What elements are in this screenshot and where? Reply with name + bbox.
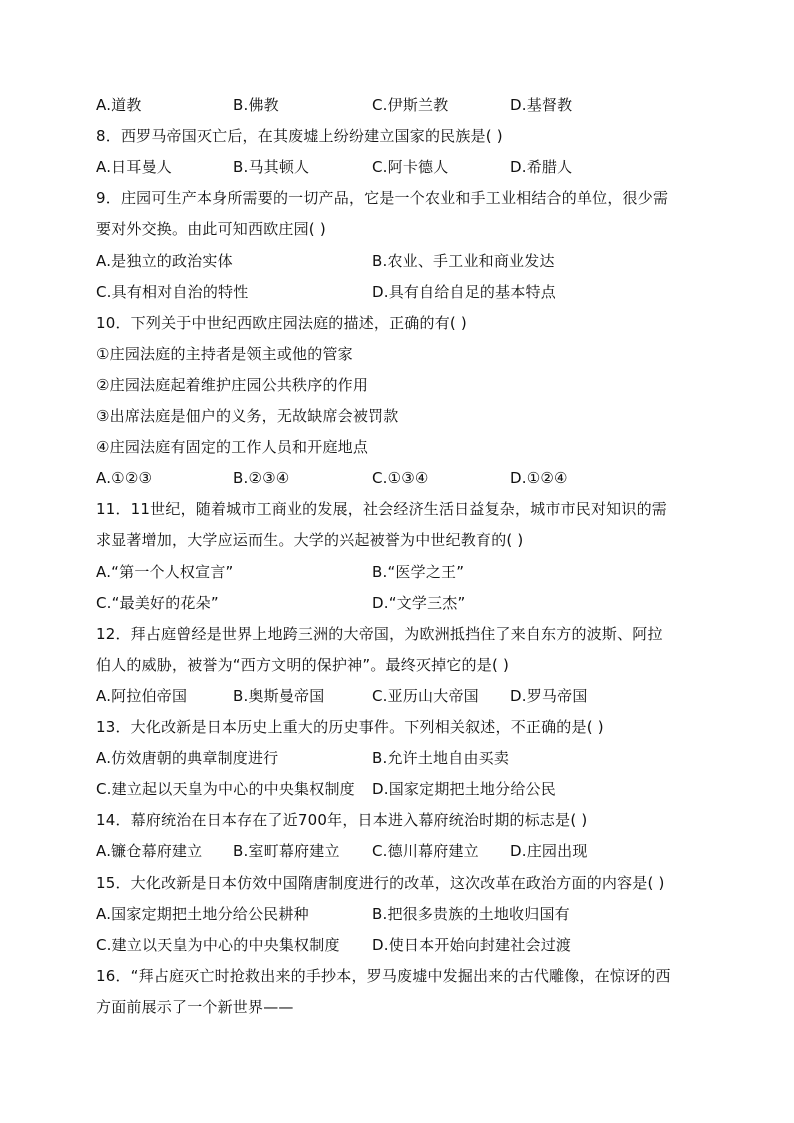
option-item: D.具有自给自足的基本特点 [372,282,556,301]
option-item: C.亚历山大帝国 [372,686,479,705]
option-item: A.①②③ [96,469,153,488]
option-item: B.允许土地自由买卖 [372,749,510,768]
option-item: A.阿拉伯帝国 [96,686,188,705]
option-item: A.是独立的政治实体 [96,251,233,270]
text-line: 方面前展示了一个新世界—— [96,997,294,1016]
option-item: D.①②④ [510,469,568,488]
option-item: B.佛教 [233,96,279,114]
text-line: 12．拜占庭曾经是世界上地跨三洲的大帝国，为欧洲抵挡住了来自东方的波斯、阿拉 [96,624,663,643]
option-item: A.仿效唐朝的典章制度进行 [96,749,279,768]
option-item: B.把很多贵族的土地收归国有 [372,904,570,923]
option-item: C.建立起以天皇为中心的中央集权制度 [96,780,355,799]
text-line: 15．大化改新是日本仿效中国隋唐制度进行的改革，这次改革在政治方面的内容是( ) [96,873,665,892]
text-line: 13．大化改新是日本历史上重大的历史事件。下列相关叙述，不正确的是( ) [96,718,604,736]
text-line: ④庄园法庭有固定的工作人员和开庭地点 [96,438,369,457]
option-item: D.基督教 [510,96,573,114]
option-item: B.马其顿人 [233,158,310,177]
text-line: 9．庄园可生产本身所需要的一切产品，它是一个农业和手工业相结合的单位，很少需 [96,189,669,208]
text-line: 14．幕府统治在日本存在了近700年，日本进入幕府统治时期的标志是( ) [96,811,588,830]
option-item: C.“最美好的花朵” [96,593,219,612]
text-line: 11．11世纪，随着城市工商业的发展，社会经济生活日益复杂，城市市民对知识的需 [96,500,667,519]
option-item: C.具有相对自治的特性 [96,282,249,301]
option-item: C.伊斯兰教 [372,96,449,114]
text-line: ③出席法庭是佃户的义务，无故缺席会被罚款 [96,407,399,425]
option-item: D.罗马帝国 [510,686,588,705]
option-item: B.室町幕府建立 [233,842,340,861]
option-item: A.“第一个人权宣言” [96,562,234,581]
option-item: A.道教 [96,96,142,114]
option-item: C.阿卡德人 [372,158,449,177]
text-line: 伯人的威胁，被誉为“西方文明的保护神”。最终灭掉它的是( ) [96,655,510,674]
option-item: D.希腊人 [510,158,573,177]
text-line: ②庄园法庭起着维护庄园公共秩序的作用 [96,375,369,394]
option-item: C.建立以天皇为中心的中央集权制度 [96,935,340,954]
option-item: B.②③④ [233,469,290,488]
option-item: B.奥斯曼帝国 [233,686,325,705]
text-line: 10．下列关于中世纪西欧庄园法庭的描述，正确的有( ) [96,313,467,332]
option-item: B.农业、手工业和商业发达 [372,251,555,270]
text-line: 要对外交换。由此可知西欧庄园( ) [96,220,326,239]
option-item: A.国家定期把土地分给公民耕种 [96,904,309,923]
text-line: 16．“拜占庭灭亡时抢救出来的手抄本，罗马废墟中发掘出来的古代雕像，在惊讶的西 [96,966,671,985]
option-item: D.国家定期把土地分给公民 [372,780,556,799]
option-item: D.“文学三杰” [372,593,466,612]
text-line: ①庄园法庭的主持者是领主或他的管家 [96,344,353,363]
option-item: A.日耳曼人 [96,158,172,177]
option-item: C.①③④ [372,469,429,488]
option-item: C.德川幕府建立 [372,842,479,861]
option-item: A.镰仓幕府建立 [96,842,203,861]
text-line: 求显著增加，大学应运而生。大学的兴起被誉为中世纪教育的( ) [96,531,524,550]
option-item: D.庄园出现 [510,842,588,861]
option-item: D.使日本开始向封建社会过渡 [372,935,572,954]
option-item: B.“医学之王” [372,562,465,581]
text-line: 8．西罗马帝国灭亡后，在其废墟上纷纷建立国家的民族是( ) [96,127,503,146]
